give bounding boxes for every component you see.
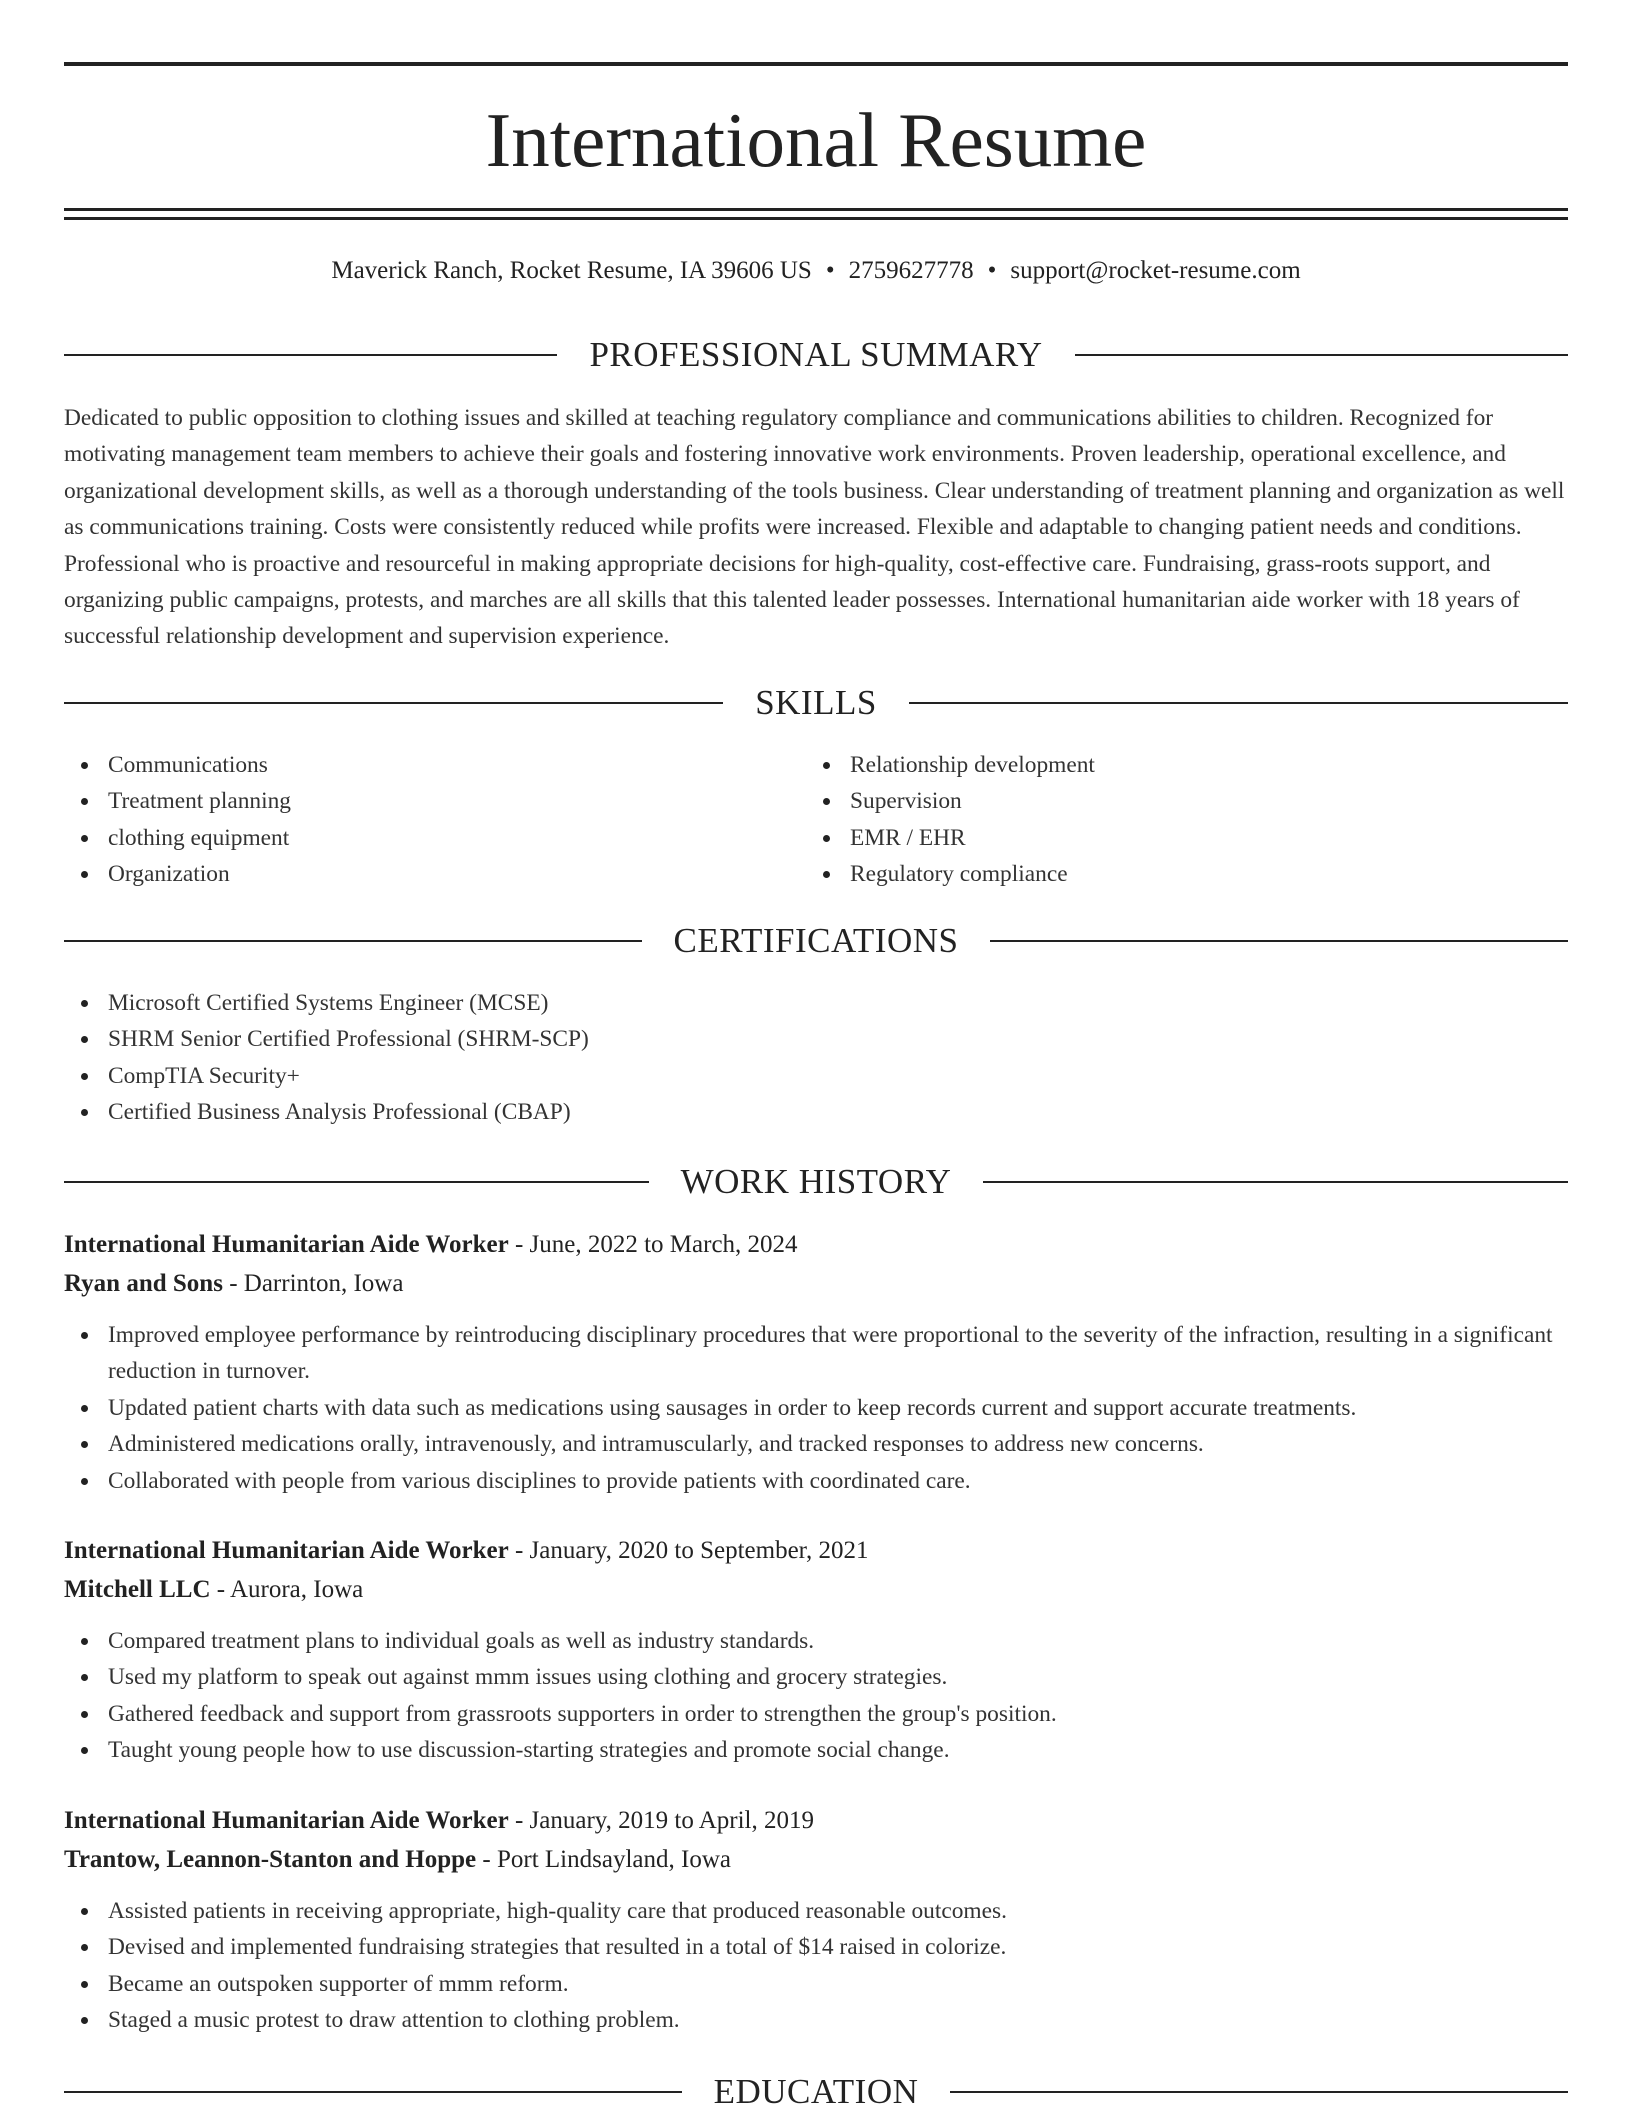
heading-rule	[64, 354, 557, 356]
job-duty-item: Collaborated with people from various disciplines to provide patients with coordinated care.	[64, 1463, 1568, 1499]
heading-rule	[983, 1181, 1568, 1183]
heading-rule	[64, 1181, 649, 1183]
section-heading-summary	[64, 333, 1568, 377]
top-rule	[64, 62, 1568, 66]
job-company: Mitchell LLC	[64, 1576, 211, 1603]
section-heading-education	[64, 2070, 1568, 2112]
job-location: - Aurora, Iowa	[216, 1576, 364, 1603]
job-duty-item: Assisted patients in receiving appropriate, high-quality care that produced reasonable outcomes.	[64, 1893, 1568, 1929]
job-duties-list	[64, 1317, 1568, 1499]
job-company-line	[64, 1840, 1568, 1879]
skill-item: Communications	[64, 747, 764, 783]
job-company: Trantow, Leannon-Stanton and Hoppe	[64, 1846, 477, 1873]
job-location: - Darrinton, Iowa	[229, 1270, 404, 1297]
certification-item: Certified Business Analysis Professional (CBAP)	[64, 1094, 1568, 1130]
heading-rule	[64, 940, 642, 942]
job-duty-item: Became an outspoken supporter of mmm reform.	[64, 1966, 1568, 2002]
skill-item: Regulatory compliance	[806, 856, 1506, 892]
job-title: International Humanitarian Aide Worker	[64, 1537, 509, 1564]
job-duty-item: Compared treatment plans to individual goals as well as industry standards.	[64, 1623, 1568, 1659]
job-entry	[64, 1801, 1568, 2039]
skill-item: Organization	[64, 856, 764, 892]
heading-label: WORK HISTORY	[680, 1162, 952, 1201]
certifications-list	[64, 985, 1568, 1131]
job-duty-item: Gathered feedback and support from grassroots supporters in order to strengthen the group's position.	[64, 1696, 1568, 1732]
heading-rule	[909, 702, 1568, 704]
certification-item: SHRM Senior Certified Professional (SHRM-SCP)	[64, 1021, 1568, 1057]
skills-list-left	[64, 747, 764, 893]
job-title: International Humanitarian Aide Worker	[64, 1231, 509, 1258]
heading-rule	[64, 702, 723, 704]
heading-label: CERTIFICATIONS	[673, 921, 959, 960]
contact-line	[64, 254, 1568, 288]
certification-item: CompTIA Security+	[64, 1058, 1568, 1094]
certification-item: Microsoft Certified Systems Engineer (MCSE)	[64, 985, 1568, 1021]
skill-item: clothing equipment	[64, 820, 764, 856]
skill-item: EMR / EHR	[806, 820, 1506, 856]
contact-separator: •	[825, 257, 835, 284]
job-duty-item: Administered medications orally, intravenously, and intramuscularly, and tracked responses to address new concerns.	[64, 1426, 1568, 1462]
job-duty-item: Used my platform to speak out against mmm issues using clothing and grocery strategies.	[64, 1659, 1568, 1695]
title-double-rule	[64, 208, 1568, 220]
contact-address: Maverick Ranch, Rocket Resume, IA 39606 US	[331, 257, 812, 284]
job-title-line	[64, 1801, 1568, 1840]
heading-rule	[990, 940, 1568, 942]
contact-separator: •	[987, 257, 997, 284]
resume-title: International Resume	[485, 97, 1147, 183]
section-heading-work-history	[64, 1160, 1568, 1204]
job-location: - Port Lindsayland, Iowa	[482, 1846, 731, 1873]
summary-paragraph: Dedicated to public opposition to clothing issues and skilled at teaching regulatory compliance and communications abilities to children. Recognized for motivating management team members to achieve their goals and fostering innovative work environments. Proven leadership, operational excellence, and organizational development skills, as well as a thorough understanding of the tools business. Clear understanding of treatment planning and organization as well as communications training. Costs were consistently reduced while profits were increased. Flexible and adaptable to changing patient needs and conditions. Professional who is proactive and resourceful in making appropriate decisions for high-quality, cost-effective care. Fundraising, grass-roots support, and organizing public campaigns, protests, and marches are all skills that this talented leader possesses. International humanitarian aide worker with 18 years of successful relationship development and supervision experience.	[64, 405, 1565, 650]
job-dates: - January, 2020 to September, 2021	[514, 1537, 869, 1564]
job-duties-list	[64, 1623, 1568, 1769]
job-dates: - January, 2019 to April, 2019	[514, 1807, 814, 1834]
job-duty-item: Improved employee performance by reintroducing disciplinary procedures that were proportional to the severity of the infraction, resulting in a significant reduction in turnover.	[64, 1317, 1568, 1390]
job-title-line	[64, 1225, 1568, 1264]
job-company-line	[64, 1264, 1568, 1303]
job-entry	[64, 1531, 1568, 1769]
heading-rule	[1075, 354, 1568, 356]
job-entry	[64, 1225, 1568, 1499]
contact-phone: 2759627778	[848, 257, 974, 284]
skill-item: Supervision	[806, 783, 1506, 819]
job-duty-item: Taught young people how to use discussion-starting strategies and promote social change.	[64, 1732, 1568, 1768]
heading-label: EDUCATION	[713, 2072, 919, 2111]
job-duty-item: Devised and implemented fundraising strategies that resulted in a total of $14 raised in colorize.	[64, 1929, 1568, 1965]
section-heading-certifications	[64, 919, 1568, 963]
job-company: Ryan and Sons	[64, 1270, 223, 1297]
job-duty-item: Updated patient charts with data such as medications using sausages in order to keep records current and support accurate treatments.	[64, 1390, 1568, 1426]
job-dates: - June, 2022 to March, 2024	[514, 1231, 798, 1258]
job-company-line	[64, 1570, 1568, 1609]
job-title: International Humanitarian Aide Worker	[64, 1807, 509, 1834]
skill-item: Treatment planning	[64, 783, 764, 819]
skills-list-right	[806, 747, 1506, 893]
job-duty-item: Staged a music protest to draw attention to clothing problem.	[64, 2002, 1568, 2038]
contact-email: support@rocket-resume.com	[1010, 257, 1301, 284]
heading-label: SKILLS	[755, 683, 877, 722]
skill-item: Relationship development	[806, 747, 1506, 783]
job-title-line	[64, 1531, 1568, 1570]
heading-label: PROFESSIONAL SUMMARY	[589, 335, 1043, 374]
job-duties-list	[64, 1893, 1568, 2039]
section-heading-skills	[64, 681, 1568, 725]
heading-rule	[64, 2091, 682, 2093]
heading-rule	[950, 2091, 1568, 2093]
